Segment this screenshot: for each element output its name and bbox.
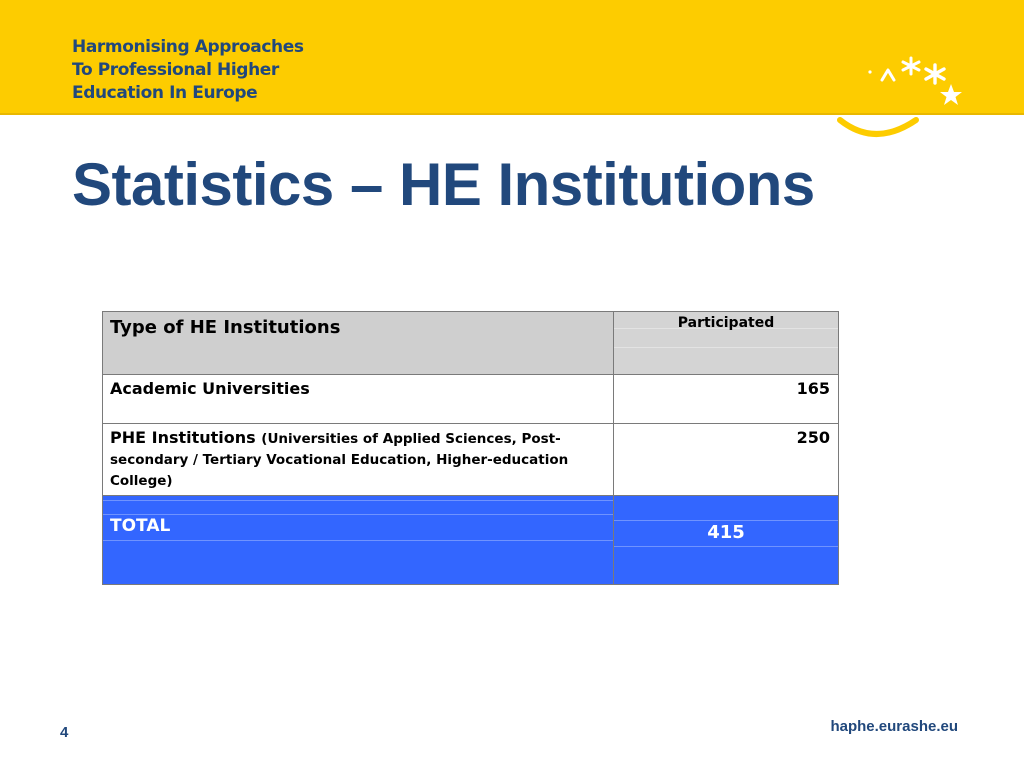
org-name-line-3: Education In Europe	[72, 83, 258, 103]
table-row	[103, 424, 839, 496]
row-type-name: PHE Institutions	[110, 428, 256, 447]
page-number: 4	[60, 724, 69, 741]
header-participated-cell: Participated	[614, 312, 839, 375]
stars-smile-logo-icon	[830, 50, 980, 145]
row-participated-cell: 165	[614, 375, 839, 424]
header-type-cell: Type of HE Institutions	[103, 312, 614, 375]
table-total-row	[103, 496, 839, 585]
website-url: haphe.eurashe.eu	[830, 718, 958, 735]
row-type-cell: Academic Universities	[103, 375, 614, 424]
organization-name	[72, 36, 304, 105]
statistics-table	[102, 311, 839, 585]
table-header-row	[103, 312, 839, 375]
statistics-table-container	[102, 311, 838, 585]
org-name-line-1: Harmonising Approaches	[72, 37, 304, 57]
row-participated-cell: 250	[614, 424, 839, 496]
org-name-line-2: To Professional Higher	[72, 60, 279, 80]
total-label-cell: TOTAL	[103, 496, 614, 585]
row-type-cell	[103, 424, 614, 496]
row-type-detail: (Universities of Applied Sciences, Post-secondary / Tertiary Vocational Education, Higher-education College)	[110, 431, 569, 489]
slide-title: Statistics – HE Institutions	[72, 151, 815, 218]
total-value-cell: 415	[614, 496, 839, 585]
table-row	[103, 375, 839, 424]
